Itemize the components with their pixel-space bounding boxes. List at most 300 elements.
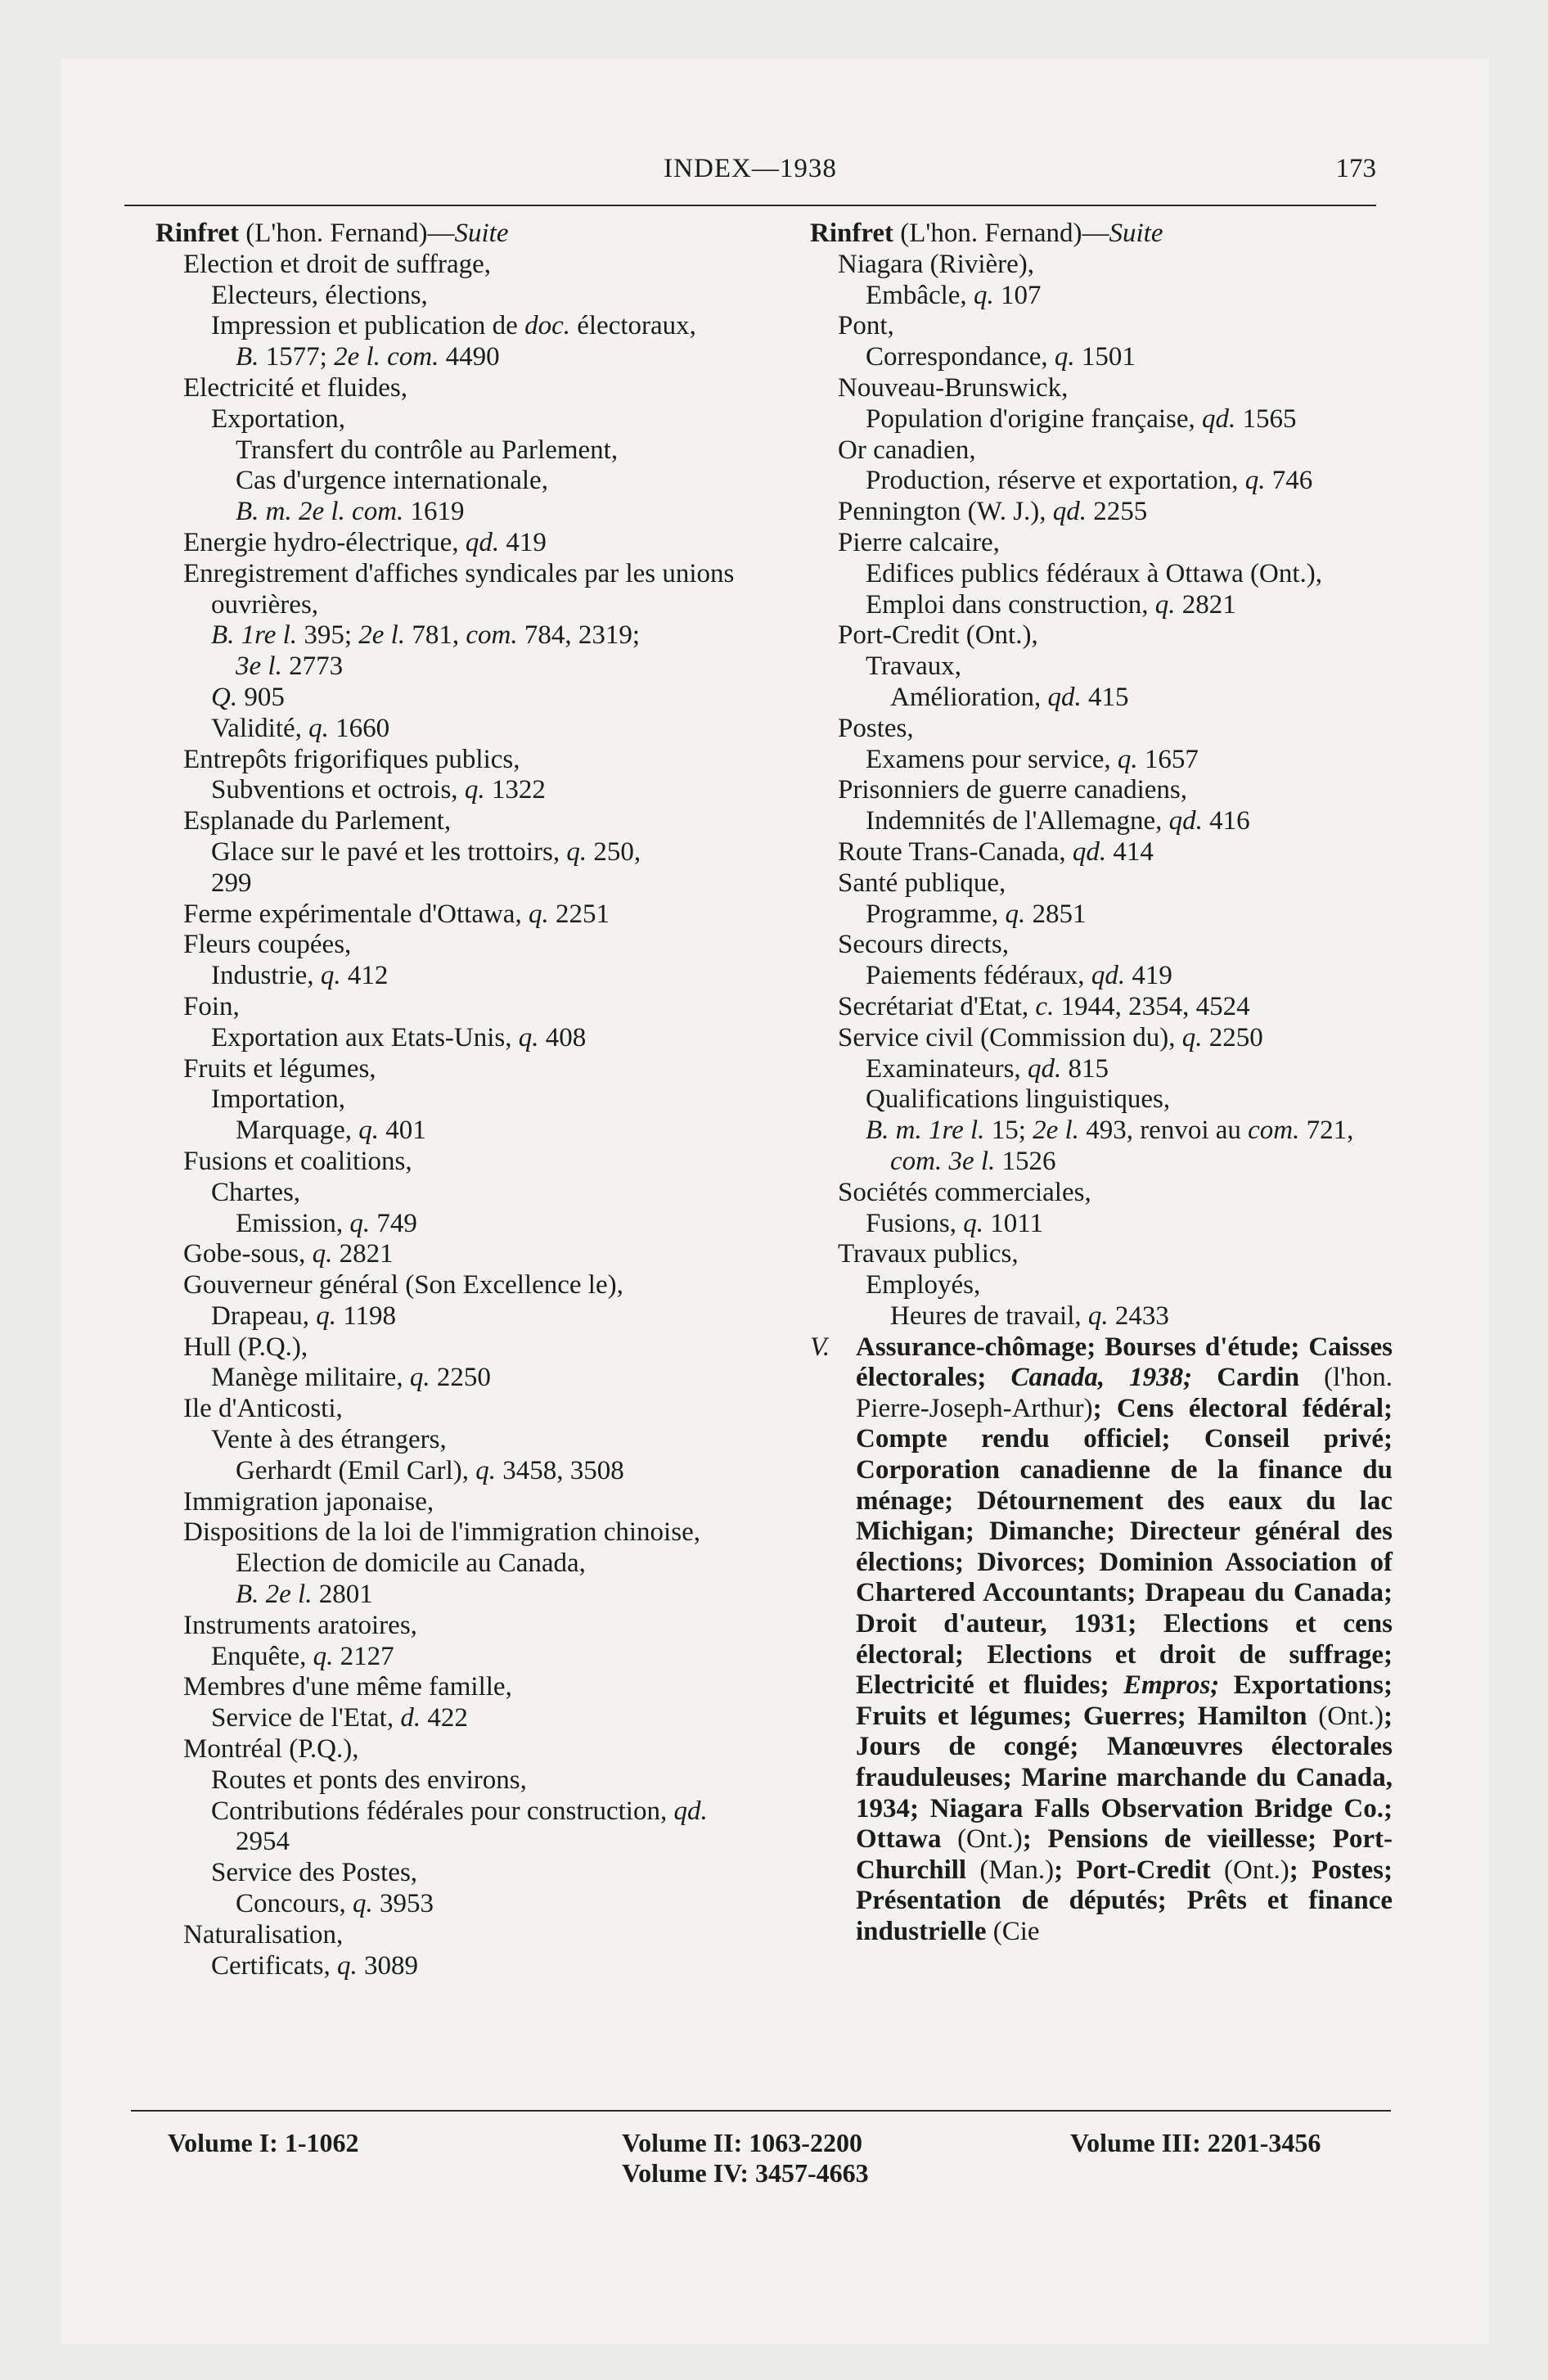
text-run: Esplanade du Parlement, [183,806,452,836]
text-run: com. 3e l. [890,1146,996,1176]
text-run: q. [320,961,341,991]
page-number: 173 [1335,154,1376,183]
text-run: Enquête, [211,1641,313,1671]
text-run: qd. [1202,403,1236,434]
text-run: Validité, [211,713,309,743]
index-entry [810,528,1393,559]
text-run: q. [475,1455,496,1485]
index-entry [155,1209,753,1240]
text-run: B. [236,342,259,372]
text-run: Contributions fédérales pour construction, [211,1796,674,1826]
text-run: Correspondance, [866,342,1055,372]
text-run: qd. [1047,682,1082,712]
index-entry [810,466,1393,497]
text-run: Drapeau, [211,1300,317,1331]
text-run: Cardin [1192,1363,1325,1393]
text-run: (Ont.) [1224,1855,1289,1885]
text-run: c. [1035,991,1055,1021]
text-run: Election et droit de suffrage, [183,249,492,279]
text-run: ; Pensions de vieillesse; Port-Churchill [856,1824,1393,1885]
page-header [124,154,1376,195]
index-entry [155,775,753,806]
index-entry [155,992,753,1023]
text-run: Examinateurs, [866,1053,1028,1084]
text-run: Membres d'une même famille, [183,1672,512,1702]
header-rule [124,205,1376,206]
text-run: Empros; [1123,1670,1220,1701]
text-run: 2433 [1108,1300,1169,1331]
index-entry [155,497,753,528]
text-run: Qualifications linguistiques, [866,1084,1171,1115]
index-entry [155,1054,753,1085]
index-entry [155,1363,753,1394]
text-run: Emploi dans construction, [866,589,1155,620]
index-entry [155,559,753,621]
text-run: B. m. 2e l. com. [236,497,404,527]
index-entry [155,435,753,467]
index-entry [155,1765,753,1796]
text-run: ; Postes; Présentation de députés; Prêts et finance industrielle [856,1855,1393,1946]
text-run: q. [1054,342,1075,372]
text-run: com. [466,620,518,651]
text-run: Certificats, [211,1950,337,1981]
index-entry [810,497,1393,528]
index-entry [155,1425,753,1456]
text-run: 1619 [403,497,465,527]
text-run: 1501 [1074,342,1136,372]
index-entry [810,435,1393,467]
index-entry [810,651,1393,683]
text-run: Programme, [866,899,1006,929]
text-run: Routes et ponts des environs, [211,1765,527,1795]
text-run: q. [1005,899,1026,929]
text-run: q. [358,1116,380,1146]
index-entry [810,1116,1393,1178]
text-run: Gobe-sous, [183,1239,313,1269]
index-heading [810,219,1393,250]
text-run: Q. [211,682,238,712]
text-run: Travaux, [866,651,962,682]
text-run: Exportation, [211,403,346,434]
text-run: Immigration japonaise, [183,1486,434,1517]
index-column-right [810,219,1393,1948]
index-entry [810,1178,1393,1209]
text-run: q. [1087,1300,1109,1331]
text-run: (Ont.) [1318,1701,1384,1731]
text-run: Subventions et octrois, [211,775,465,805]
text-run: 746 [1265,466,1313,496]
text-run: q. [1244,466,1266,496]
text-run: Assurance-chômage; Bourses d'étude; Caisses électorales; [856,1332,1393,1393]
footer-volume-3: Volume III: 2201-3456 [1070,2128,1321,2157]
index-entry [155,1270,753,1301]
text-run: Edifices publics fédéraux à Ottawa (Ont.), [866,558,1323,588]
text-run: Amélioration, [890,682,1048,712]
text-run: Postes, [838,713,914,743]
text-run: 401 [379,1116,426,1146]
text-run: 493, renvoi au [1078,1116,1249,1146]
index-entry [810,250,1393,281]
text-run: (L'hon. Fernand)— [239,219,455,248]
index-entry [155,1487,753,1518]
text-run: Niagara (Rivière), [838,249,1035,279]
index-entry [810,559,1393,590]
text-run: Population d'origine française, [866,403,1203,434]
text-run: (Cie [992,1916,1040,1946]
text-run: 3e l. [236,651,282,682]
text-run: Examens pour service, [866,744,1118,774]
text-run: Exportation aux Etats-Unis, [211,1022,519,1053]
see-also-paragraph [810,1332,1393,1948]
index-entry [155,1703,753,1734]
index-entry [155,1456,753,1487]
text-run: Emission, [236,1208,350,1238]
text-run: qd. [1072,836,1107,867]
index-entry [155,620,753,651]
text-run: Electeurs, élections, [211,280,428,310]
index-entry [155,961,753,992]
text-run: Secours directs, [838,930,1009,960]
text-run: qd. [1052,497,1087,527]
text-run: q. [1154,589,1176,620]
text-run: 815 [1061,1053,1109,1084]
text-run: 2801 [312,1580,373,1610]
text-run: Rinfret [155,219,240,248]
text-run: Port-Credit (Ont.), [838,620,1038,651]
text-run: qd. [465,527,500,557]
index-entry [810,961,1393,992]
text-run: qd. [1091,961,1126,991]
index-entry [155,373,753,404]
text-run: Glace sur le pavé et les trottoirs, [211,836,567,867]
index-entry [155,1084,753,1116]
text-run: 2821 [1175,589,1236,620]
index-entry [155,1116,753,1147]
text-run: Gouverneur général (Son Excellence le), [183,1270,623,1300]
text-run: 1198 [336,1300,397,1331]
text-run: (l'hon. Pierre-Joseph-Arthur) [856,1363,1393,1423]
index-entry [155,250,753,281]
text-run: 2127 [333,1641,394,1671]
text-run: Fusions et coalitions, [183,1146,412,1176]
text-run: 1526 [995,1146,1056,1176]
text-run: Travaux publics, [838,1239,1019,1269]
footer-volume-4: Volume IV: 3457-4663 [622,2158,869,2188]
text-run: 395; [297,620,359,651]
text-run: B. 2e l. [236,1580,313,1610]
text-run: q. [973,280,994,310]
footer-volume-2: Volume II: 1063-2200 [622,2128,862,2157]
text-run: Pierre calcaire, [838,527,1000,557]
index-entry [155,837,753,868]
footer-rule [131,2110,1391,2112]
text-run: 1011 [983,1208,1043,1238]
text-run: 3458, 3508 [495,1455,624,1485]
index-entry [155,1517,753,1548]
text-run: Paiements fédéraux, [866,961,1091,991]
index-entry [155,1023,753,1054]
text-run: ; Cens électoral fédéral; Compte rendu officiel; Conseil privé; Corporation canadienne de la finance du ménage; Détournement des eaux du lac Michigan; Dimanche; Directeur général des élections; Divorces; Dominion Association of Chartered Accountants; Drapeau du Canada; Droit d'auteur, 1931; Elections et cens électoral; Elections et droit de suffrage; Electricité et fluides; [856,1393,1393,1701]
index-entry [155,868,753,899]
text-run: Foin, [183,991,240,1021]
text-run: 414 [1106,836,1154,867]
index-entry [810,311,1393,342]
index-entry [155,1672,753,1703]
text-run: 2250 [1202,1022,1263,1053]
text-run: q. [518,1022,539,1053]
text-run: q. [1117,744,1138,774]
index-entry [810,281,1393,312]
text-run: 1577; [259,342,335,372]
text-run: q. [336,1950,358,1981]
text-run: q. [316,1300,337,1331]
right-column-entries [810,219,1393,1332]
index-entry [155,1920,753,1951]
index-column-left [155,219,753,1981]
text-run: com. [1248,1116,1300,1146]
text-run: 2773 [281,651,344,682]
text-run: ; Jours de congé; Manœuvres électorales frauduleuses; Marine marchande du Canada, 1934; Niagara Falls Observation Bridge Co.; Ottawa [856,1701,1393,1855]
text-run: Marquage, [236,1116,359,1146]
text-run: q. [312,1239,333,1269]
text-run: 2255 [1087,497,1148,527]
text-run: Ile d'Anticosti, [183,1394,343,1424]
text-run: 1322 [484,775,546,805]
index-entry [155,1147,753,1178]
index-entry [810,899,1393,931]
text-run: Electricité et fluides, [183,372,407,403]
text-run: q. [528,899,549,929]
text-run: qd. [1027,1053,1062,1084]
index-entry [155,528,753,559]
text-run: Santé publique, [838,868,1006,898]
text-run: Service civil (Commission du), [838,1022,1182,1053]
index-entry [155,1332,753,1364]
text-run: 1565 [1235,403,1297,434]
index-entry [810,620,1393,651]
index-entry [810,1239,1393,1270]
text-run: (Ont.) [957,1824,1023,1855]
text-run: (L'hon. Fernand)— [893,219,1109,248]
index-entry [810,1023,1393,1054]
text-run: q. [963,1208,983,1238]
index-entry [810,373,1393,404]
text-run: Or canadien, [838,435,976,465]
index-entry [810,837,1393,868]
text-run: Sociétés commerciales, [838,1177,1091,1207]
index-entry [155,714,753,745]
text-run: 2e l. [1033,1116,1079,1146]
text-run: (Man.) [979,1855,1055,1885]
text-run: Pont, [838,311,894,341]
text-run: 1660 [328,713,390,743]
index-entry [810,590,1393,621]
text-run: 2851 [1025,899,1087,929]
text-run: Impression et publication de [211,311,525,341]
text-run: 250, [587,836,641,867]
text-run: Canada, 1938; [1010,1363,1193,1393]
index-entry [155,651,753,683]
text-run: doc. [524,311,570,341]
text-run: Transfert du contrôle au Parlement, [236,435,619,465]
text-run: 2e l. [358,620,406,651]
index-entry [810,1209,1393,1240]
text-run: 905 [237,682,285,712]
text-run: Montréal (P.Q.), [183,1734,359,1765]
text-run: 2250 [430,1363,491,1393]
index-entry [155,930,753,961]
index-entry [810,714,1393,745]
see-also-text [856,1332,1393,1946]
text-run: 3953 [372,1889,434,1919]
index-entry [155,1611,753,1642]
text-run: B. m. 1re l. [866,1116,985,1146]
index-entry [155,1239,753,1270]
text-run: Dispositions de la loi de l'immigration chinoise, [183,1517,700,1548]
text-run: 1944, 2354, 4524 [1054,991,1250,1021]
see-also-mark: V. [810,1332,830,1362]
text-run: 299 [211,868,252,898]
index-entry [155,404,753,435]
index-entry [155,1796,753,1859]
text-run: Instruments aratoires, [183,1610,417,1640]
text-run: Election de domicile au Canada, [236,1548,586,1579]
text-run: q. [349,1208,371,1238]
text-run: 1657 [1137,744,1199,774]
index-entry [155,899,753,931]
text-run: Rinfret [810,219,894,248]
text-run: q. [1181,1022,1203,1053]
index-entry [155,1394,753,1425]
text-run: B. 1re l. [211,620,298,651]
index-entry [155,683,753,714]
text-run: qd. [1168,806,1203,836]
text-run: 2821 [332,1239,394,1269]
text-run: 2954 [236,1827,290,1857]
text-run: 4490 [439,342,500,372]
text-run: 408 [538,1022,587,1053]
index-entry [810,1084,1393,1116]
text-run: Fusions, [866,1208,964,1238]
text-run: Secrétariat d'Etat, [838,991,1036,1021]
text-run: 107 [993,280,1042,310]
text-run: Importation, [211,1084,346,1115]
index-entry [155,1301,753,1332]
text-run: Entrepôts frigorifiques publics, [183,744,520,774]
text-run: 3089 [357,1950,418,1981]
index-entry [155,1580,753,1611]
text-run: Industrie, [211,961,321,991]
text-run: Production, réserve et exportation, [866,466,1245,496]
text-run: q. [313,1641,334,1671]
text-run: ; Port-Credit [1054,1855,1225,1885]
text-run: Fleurs coupées, [183,930,352,960]
text-run: Enregistrement d'affiches syndicales par les unions ouvrières, [183,558,735,620]
text-run: 15; [984,1116,1033,1146]
text-run: Service des Postes, [211,1858,418,1888]
text-run: q. [464,775,485,805]
index-entry [155,1889,753,1920]
text-run: 784, 2319; [517,620,640,651]
index-entry [810,775,1393,806]
index-entry [155,1858,753,1889]
text-run: Pennington (W. J.), [838,497,1053,527]
index-entry [155,1951,753,1982]
text-run: q. [566,836,587,867]
footer-volume-2-4 [622,2128,949,2188]
index-entry [155,1642,753,1673]
text-run: 2251 [548,899,610,929]
index-entry [810,868,1393,899]
running-title: INDEX—1938 [664,154,837,183]
index-entry [810,1270,1393,1301]
text-run: Energie hydro-électrique, [183,527,466,557]
index-entry [810,992,1393,1023]
text-run: 721, [1299,1116,1354,1146]
text-run: Cas d'urgence internationale, [236,466,548,496]
text-run: Vente à des étrangers, [211,1425,447,1455]
text-run: q. [308,713,329,743]
index-entry [810,1054,1393,1085]
text-run: Nouveau-Brunswick, [838,372,1069,403]
text-run: Naturalisation, [183,1919,344,1950]
index-entry [155,342,753,373]
index-entry [155,466,753,497]
text-run: 2e l. com. [334,342,439,372]
text-run: 419 [1125,961,1172,991]
text-run: Fruits et légumes, [183,1053,376,1084]
text-run: q. [409,1363,430,1393]
index-entry [155,745,753,776]
text-run: 412 [340,961,389,991]
text-run: Indemnités de l'Allemagne, [866,806,1169,836]
text-run: Suite [454,219,509,248]
index-entry [810,404,1393,435]
index-entry [810,930,1393,961]
text-run: 781, [405,620,466,651]
text-run: électoraux, [569,311,696,341]
text-run: Exportations; Fruits et légumes; Guerres; Hamilton [856,1670,1393,1731]
text-run: Embâcle, [866,280,974,310]
text-run: Employés, [866,1270,981,1300]
text-run: qd. [673,1796,708,1826]
text-run: Suite [1109,219,1163,248]
index-entry [810,1301,1393,1332]
text-run: Manège militaire, [211,1363,410,1393]
text-run: Gerhardt (Emil Carl), [236,1455,476,1485]
index-entry [810,342,1393,373]
footer-volume-1: Volume I: 1-1062 [168,2128,359,2157]
text-run: 416 [1202,806,1250,836]
index-entry [810,683,1393,714]
index-entry [155,806,753,837]
index-entry [155,281,753,312]
text-run: Hull (P.Q.), [183,1332,308,1362]
text-run: 422 [421,1703,468,1733]
index-entry [155,1548,753,1580]
text-run: Concours, [236,1889,353,1919]
text-run: Chartes, [211,1177,301,1207]
index-entry [155,311,753,342]
text-run: Heures de travail, [890,1300,1088,1331]
text-run: Prisonniers de guerre canadiens, [838,775,1188,805]
text-run: d. [400,1703,421,1733]
text-run: q. [353,1889,373,1919]
index-heading [155,219,753,250]
index-entry [810,745,1393,776]
index-entry [155,1178,753,1209]
text-run: 749 [370,1208,417,1238]
